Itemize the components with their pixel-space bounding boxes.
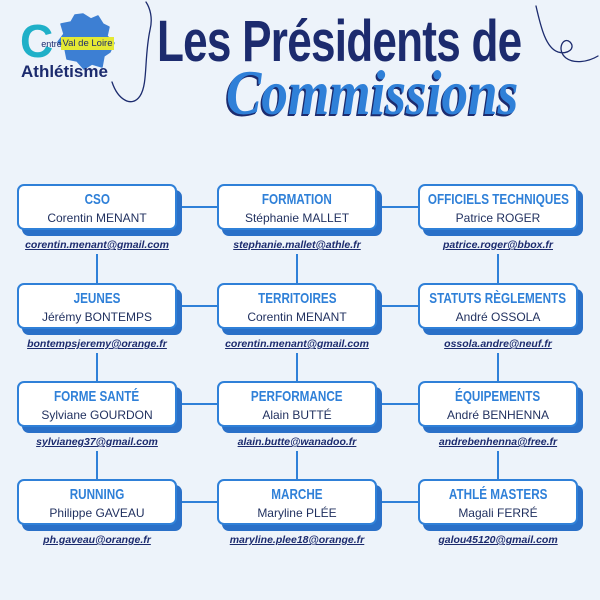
commission-card-performance (217, 381, 377, 427)
president-name: André BENHENNA (446, 408, 550, 422)
commission-title-text: ÉQUIPEMENTS (455, 388, 541, 405)
president-email: andrebenhenna@free.fr (438, 436, 558, 448)
president-email: corentin.menant@gmail.com (225, 338, 369, 350)
connector-line-col1 (96, 254, 98, 283)
commission-title (19, 487, 175, 503)
president-email: sylvianeg37@gmail.com (36, 436, 158, 448)
president-name: Sylviane GOURDON (41, 408, 153, 422)
connector-line-col3 (497, 254, 499, 283)
commission-title (420, 389, 576, 405)
page-title-line2: Commissions (226, 57, 519, 128)
president-name: Patrice ROGER (455, 211, 541, 225)
president-name: Stéphanie MALLET (244, 211, 350, 225)
president-email: stephanie.mallet@athle.fr (233, 239, 361, 251)
commission-card-cso (17, 184, 177, 230)
president-name: Corentin MENANT (47, 211, 147, 225)
commission-title (219, 192, 375, 208)
commission-card-territoires (217, 283, 377, 329)
commission-title-text: PERFORMANCE (251, 388, 343, 405)
logo-athletisme-text: Athlétisme (21, 62, 108, 81)
commission-title-text: RUNNING (69, 486, 125, 503)
president-name: Philippe GAVEAU (49, 506, 145, 520)
commission-title (219, 389, 375, 405)
president-email: alain.butte@wanadoo.fr (237, 436, 357, 448)
commission-title (219, 291, 375, 307)
president-name: Maryline PLÉE (257, 506, 337, 520)
connector-line-col2 (296, 353, 298, 381)
commission-card-forme-sante (17, 381, 177, 427)
logo-swoosh-line (112, 2, 151, 102)
president-name: Jérémy BONTEMPS (41, 310, 152, 324)
commission-title (19, 389, 175, 405)
commission-title-text: TERRITOIRES (257, 290, 337, 307)
president-email: maryline.plee18@orange.fr (229, 534, 365, 546)
president-email: ossola.andre@neuf.fr (444, 338, 552, 350)
connector-line-col1 (96, 353, 98, 381)
commission-title (19, 192, 175, 208)
president-name: Corentin MENANT (247, 310, 347, 324)
commission-card-jeunes (17, 283, 177, 329)
president-name: André OSSOLA (455, 310, 541, 324)
connector-line-col1 (96, 451, 98, 479)
commission-title (420, 192, 576, 208)
president-email: galou45120@gmail.com (438, 534, 558, 546)
logo-centre-text: Centre (20, 15, 62, 67)
commission-title-text: CSO (84, 191, 110, 208)
commission-card-equipements (418, 381, 578, 427)
logo-region-text: Val de Loire (62, 38, 113, 49)
commission-title-text: STATUTS RÈGLEMENTS (429, 290, 567, 307)
commission-title-text: MARCHE (271, 486, 323, 503)
president-email: bontempsjeremy@orange.fr (27, 338, 167, 350)
commission-title-text: JEUNES (73, 290, 121, 307)
commission-card-athle-masters (418, 479, 578, 525)
connector-line-col2 (296, 254, 298, 283)
connector-line-col2 (296, 451, 298, 479)
president-email: ph.gaveau@orange.fr (43, 534, 151, 546)
commission-title-text: ATHLÉ MASTERS (448, 486, 548, 503)
corner-swoosh-line (536, 6, 598, 62)
president-email: corentin.menant@gmail.com (25, 239, 169, 251)
page-title-line1: Les Présidents de (157, 9, 522, 74)
president-name: Alain BUTTÉ (262, 408, 332, 422)
commission-card-statuts-reglements (418, 283, 578, 329)
commission-card-officiels-techniques (418, 184, 578, 230)
connector-line-col3 (497, 353, 499, 381)
commission-card-running (17, 479, 177, 525)
commission-title (420, 487, 576, 503)
president-email: patrice.roger@bbox.fr (442, 239, 553, 251)
connector-line-col3 (497, 451, 499, 479)
commission-title (219, 487, 375, 503)
president-name: Magali FERRÉ (458, 506, 538, 520)
commission-card-marche (217, 479, 377, 525)
commission-title (420, 291, 576, 307)
commission-title-text: OFFICIELS TECHNIQUES (427, 191, 569, 208)
commission-title (19, 291, 175, 307)
commission-title-text: FORME SANTÉ (54, 388, 140, 405)
commission-title-text: FORMATION (262, 191, 332, 208)
commission-card-formation (217, 184, 377, 230)
